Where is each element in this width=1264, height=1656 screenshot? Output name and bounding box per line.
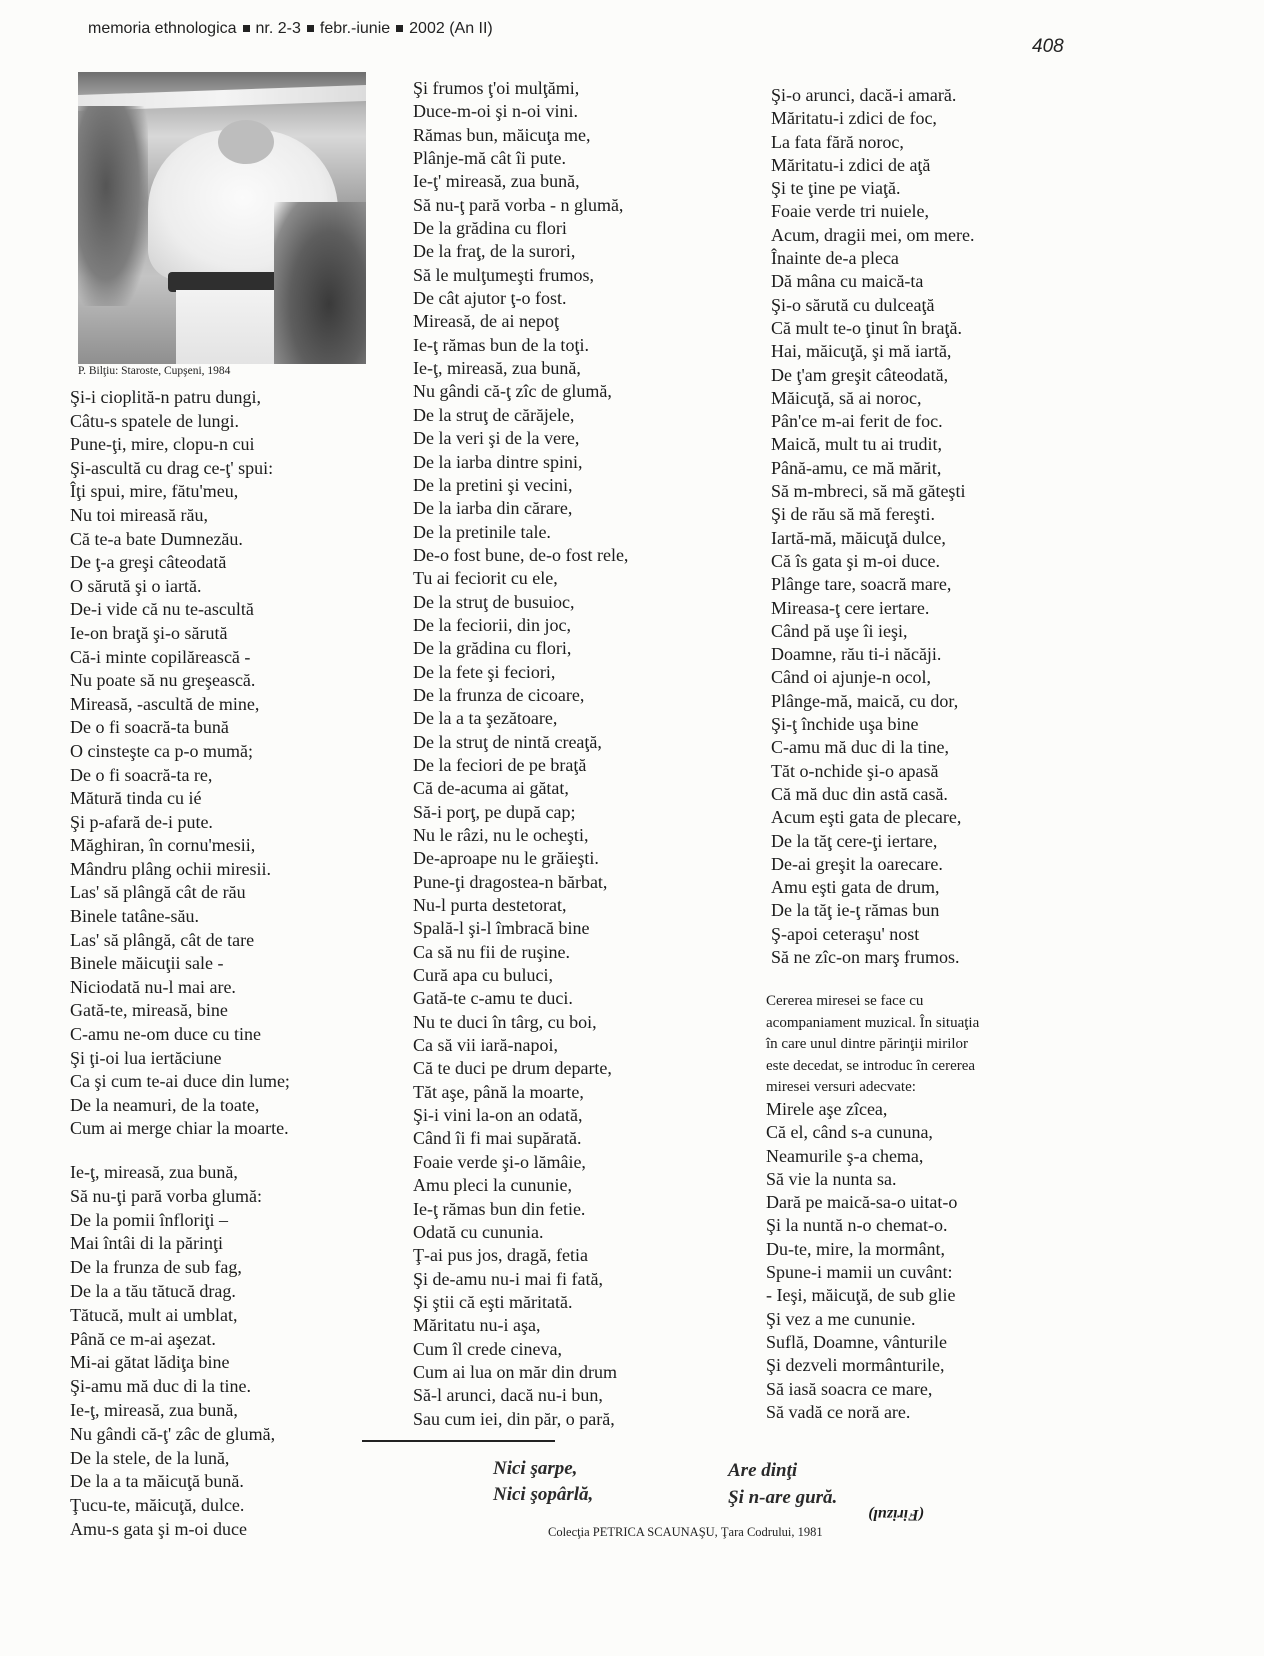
verse-line: Şi dezveli mormânturile, [766,1355,945,1376]
riddle-right [728,1457,837,1511]
verse-line: O cinsteşte ca p-o mumă; [70,740,253,761]
verse-line: Şi ştii că eşti măritată. [413,1291,573,1312]
photo-figure-head [218,120,274,164]
journal-title: memoria ethnologica [88,20,237,37]
verse-line: Neamurile ş-a chema, [766,1145,924,1166]
verse-line: Şi frumos ţ'oi mulţămi, [413,78,580,98]
note-line: Cererea miresei se face cu [766,993,924,1009]
riddle-left [493,1456,593,1508]
verse-line: Mireasă, de ai nepoţ [413,311,559,332]
verse-line: Şi te ţine pe viaţă. [771,178,901,199]
square-bullet-icon [307,25,314,32]
verse-line: Să-l arunci, dacă nu-i bun, [413,1385,603,1406]
verse-line: Şi-i cioplită-n patru dungi, [70,387,261,407]
verse-line: Când pă uşe îi ieşi, [771,620,908,641]
verse-line: Las' să plângă, cât de tare [70,929,255,950]
verse-line: Că mult te-o ţinut în braţă. [771,317,962,338]
verse-line: Că mă duc din astă casă. [771,783,948,804]
verse-line: De la pretini şi vecini, [413,474,573,495]
verse-line: Şi-o arunci, dacă-i amară. [771,85,957,105]
note-line: în care unul dintre părinţii mirilor [766,1036,969,1052]
verse-line: De la struţ de cărăjele, [413,404,575,425]
verse-line: Şi-amu mă duc di la tine. [70,1376,251,1397]
verse-line: Mi-ai gătat lădiţa bine [70,1352,230,1373]
verse-line: Spune-i mamii un cuvânt: [766,1262,953,1283]
page-number: 408 [1032,36,1064,57]
verse-line: Că te-a bate Dumnezău. [70,528,243,549]
right-column-stanza [771,84,974,969]
verse-line: Odată cu cununia. [413,1221,544,1242]
verse-line: Sau cum iei, din păr, o pară, [413,1408,615,1429]
verse-line: De la tăţ ie-ţ rămas bun [771,900,940,921]
riddle-line: Şi n-are gură. [728,1487,838,1508]
verse-line: Mireasă, -ascultă de mine, [70,693,260,714]
verse-line: Să nu-ţ pară vorba - n glumă, [413,194,624,215]
verse-line: Măritatu-i zdici de aţă [771,154,931,175]
verse-line: Ie-on braţă şi-o sărută [70,622,228,643]
verse-line: De-o fost bune, de-o fost rele, [413,544,629,565]
verse-line: Maică, mult tu ai trudit, [771,434,942,455]
journal-header [88,20,493,38]
verse-line: Du-te, mire, la mormânt, [766,1238,945,1259]
verse-line: Acum eşti gata de plecare, [771,807,962,828]
verse-line: De la frunza de cicoare, [413,684,585,705]
verse-line: Tu ai feciorit cu ele, [413,568,558,589]
verse-line: La fata fără noroc, [771,131,904,152]
verse-line: Binele tatâne-său. [70,906,199,927]
verse-line: Nu gândi că-ţ' zâc de glumă, [70,1423,276,1444]
verse-line: Spală-l şi-l îmbracă bine [413,918,590,939]
verse-line: Nu poate să nu greşească. [70,670,256,691]
verse-line: Foaie verde şi-o lămâie, [413,1151,586,1172]
verse-line: Şi-ascultă cu drag ce-ţ' spui: [70,457,274,478]
verse-line: Amu pleci la cununie, [413,1175,572,1196]
verse-line: Ie-ţ, mireasă, zua bună, [70,1399,238,1420]
verse-line: Câtu-s spatele de lungi. [70,410,239,431]
verse-line: Tătucă, mult ai umblat, [70,1304,238,1325]
verse-line: Amu eşti gata de drum, [771,877,940,898]
verse-line: De la a ta şezătoare, [413,708,558,729]
verse-line: Ţ-ai pus jos, dragă, fetia [413,1245,588,1266]
square-bullet-icon [396,25,403,32]
verse-line: Ie-ţ' mireasă, zua bună, [413,171,580,192]
photo-caption: P. Bilţiu: Staroste, Cupşeni, 1984 [78,365,231,377]
verse-line: Iartă-mă, măicuţă dulce, [771,527,946,548]
verse-line: Mai întâi di la părinţi [70,1233,223,1254]
riddle-line: Nici şopârlă, [493,1484,594,1505]
verse-line: Plânge-mă, maică, cu dor, [771,690,959,711]
verse-line: Binele măicuţii sale - [70,953,224,974]
verse-line: Acum, dragii mei, om mere. [771,224,975,245]
performance-note [766,991,979,1099]
verse-line: C-amu ne-om duce cu tine [70,1024,261,1045]
riddle-answer-upside-down: (Firizul) [868,1506,925,1523]
verse-line: Pune-ţi, mire, clopu-n cui [70,434,255,455]
note-line: este decedat, se introduc în cererea [766,1057,976,1074]
verse-line: Nu le râzi, nu le ocheşti, [413,825,589,845]
verse-line: De la iarba din cărare, [413,498,573,519]
issue-period: febr.-iunie [319,20,391,37]
square-bullet-icon [243,25,250,32]
left-column-stanza-2 [70,1161,275,1542]
verse-line: Şi ţi-oi lua iertăciune [70,1047,222,1068]
verse-line: Când oi ajunje-n ocol, [771,667,931,688]
issue-year: 2002 (An II) [409,20,493,37]
verse-line: Şi-o sărută cu dulceaţă [771,294,935,315]
verse-line: Şi vez a me cununie. [766,1308,916,1329]
verse-line: De la tăţ cere-ţi iertare, [771,830,938,851]
verse-line: De la veri şi de la vere, [413,428,580,449]
verse-line: Rămas bun, măicuţa me, [413,124,591,145]
verse-line: Să-i porţ, pe după cap; [413,801,576,822]
left-column-stanza-1 [70,386,290,1141]
verse-line: - Ieşi, măicuţă, de sub glie [766,1285,956,1306]
verse-line: Nu-l purta destetorat, [413,895,567,916]
verse-line: Până-amu, ce mă mărit, [771,457,942,478]
verse-line: Mândru plâng ochii miresii. [70,858,271,879]
verse-line: Pune-ţi dragostea-n bărbat, [413,871,608,892]
verse-line: De la a tău tătucă drag. [70,1280,236,1301]
verse-line: Ie-ţ rămas bun de la toţi. [413,334,589,355]
note-line: miresei versuri adecvate: [766,1079,916,1095]
verse-line: Hai, măicuţă, şi mă iartă, [771,341,952,362]
verse-line: Niciodată nu-l mai are. [70,976,236,997]
verse-line: Mirele aşe zîcea, [766,1099,888,1119]
verse-line: De la pomii înfloriţi – [70,1209,228,1230]
verse-line: Că de-acuma ai gătat, [413,778,569,799]
verse-line: Să le mulţumeşti frumos, [413,264,594,285]
verse-line: Cum îl crede cineva, [413,1338,562,1359]
verse-line: Amu-s gata şi m-oi duce [70,1518,247,1539]
verse-line: Îţi spui, mire, fătu'meu, [70,481,239,502]
verse-line: Doamne, rău ti-i năcăji. [771,644,942,665]
verse-line: Plânje-mă cât îi pute. [413,148,566,169]
photo-foliage-left [78,106,148,306]
verse-line: Ie-ţ, mireasă, zua bună, [413,358,581,379]
photo-flowers-right [274,202,366,364]
verse-line: Când îi fi mai supărată. [413,1128,582,1149]
right-column-groom-stanza [766,1098,957,1424]
verse-line: De la struţ de nintă creaţă, [413,731,602,752]
verse-line: Mireasa-ţ cere iertare. [771,597,930,618]
verse-line: De la fete şi feciori, [413,661,556,682]
verse-line: Mătură tinda cu ié [70,788,202,809]
verse-line: C-amu mă duc di la tine, [771,737,949,758]
verse-line: De la grădina cu flori [413,218,567,239]
verse-line: Şi la nuntă n-o chemat-o. [766,1215,948,1236]
middle-column [413,77,628,1431]
verse-line: Să iasă soacra ce mare, [766,1378,933,1399]
riddle-line: Nici şarpe, [493,1458,578,1479]
verse-line: Suflă, Doamne, vânturile [766,1331,947,1352]
verse-line: Gată-te c-amu te duci. [413,988,573,1009]
verse-line: Cură apa cu buluci, [413,965,553,986]
note-line: acompaniament muzical. În situaţia [766,1014,980,1031]
verse-line: De ţ'am greşit câteodată, [771,364,949,385]
verse-line: De la struţ de busuioc, [413,591,575,612]
verse-line: De la grădina cu flori, [413,638,572,659]
verse-line: De o fi soacră-ta bună [70,717,229,738]
verse-line: Cum ai merge chiar la moarte. [70,1118,289,1139]
separator-rule [362,1440,555,1442]
verse-line: De la pretinile tale. [413,521,551,542]
verse-line: Ca şi cum te-ai duce din lume; [70,1071,290,1092]
verse-line: Că-i minte copilărească - [70,646,251,667]
verse-line: Înainte de-a pleca [771,248,899,269]
verse-line: Ţucu-te, măicuţă, dulce. [70,1495,245,1516]
verse-line: De la feciori de pe braţă [413,754,587,775]
verse-line: Măicuţă, să ai noroc, [771,387,922,408]
verse-line: Duce-m-oi şi n-oi vini. [413,101,578,122]
verse-line: Şi de-amu nu-i mai fi fată, [413,1268,603,1289]
verse-line: Cum ai lua on măr din drum [413,1361,617,1382]
verse-line: Las' să plângă cât de rău [70,882,246,903]
verse-line: Măghiran, în cornu'mesii, [70,835,256,856]
verse-line: Că el, când s-a cununa, [766,1122,933,1143]
verse-line: De-ai greşit la oarecare. [771,853,943,874]
verse-line: Ie-ţ, mireasă, zua bună, [70,1162,238,1182]
verse-line: De la stele, de la lună, [70,1447,230,1468]
verse-line: Ca să nu fii de ruşine. [413,941,570,962]
verse-line: De cât ajutor ţ-o fost. [413,288,567,309]
verse-line: De la frunza de sub fag, [70,1257,242,1278]
riddle-line: Are dinţi [728,1460,798,1481]
verse-line: Până ce m-ai aşezat. [70,1328,216,1349]
verse-line: De la feciorii, din joc, [413,614,571,635]
verse-line: Ie-ţ rămas bun din fetie. [413,1198,586,1219]
verse-line: Dară pe maică-sa-o uitat-o [766,1192,958,1213]
verse-line: Şi-ţ închide uşa bine [771,714,919,735]
verse-line: Gată-te, mireasă, bine [70,1000,228,1021]
verse-line: Măritatu nu-i aşa, [413,1315,541,1336]
collection-credit: Colecţia PETRICA SCAUNAŞU, Ţara Codrului, 1981 [548,1525,823,1539]
photo-staroste [78,72,366,364]
verse-line: Şi de rău să mă fereşti. [771,504,935,525]
verse-line: Măritatu-i zdici de foc, [771,108,937,129]
verse-line: Să m-mbreci, să mă găteşti [771,481,966,502]
verse-line: Şi-i vini la-on an odată, [413,1105,583,1126]
verse-line: Dă mâna cu maică-ta [771,271,924,292]
verse-line: Ca să vii iară-napoi, [413,1035,558,1056]
verse-line: Că te duci pe drum departe, [413,1058,612,1079]
verse-line: Ş-apoi ceteraşu' nost [771,923,920,944]
verse-line: De la a ta măicuţă bună. [70,1471,244,1492]
verse-line: Să nu-ţi pară vorba glumă: [70,1185,262,1206]
verse-line: Foaie verde tri nuiele, [771,201,929,222]
verse-line: De la iarba dintre spini, [413,451,583,472]
verse-line: Nu te duci în târg, cu boi, [413,1011,597,1032]
verse-line: O sărută şi o iartă. [70,575,202,596]
verse-line: Pân'ce m-ai ferit de foc. [771,411,943,432]
verse-line: De la fraţ, de la surori, [413,241,576,262]
verse-line: Să ne zîc-on marş frumos. [771,946,960,967]
verse-line: De o fi soacră-ta re, [70,764,213,785]
verse-line: Să vadă ce noră are. [766,1401,911,1422]
verse-line: Tăt o-nchide şi-o apasă [771,760,939,781]
verse-line: De-i vide că nu te-ascultă [70,599,254,620]
verse-line: De-aproape nu le grăieşti. [413,848,599,869]
verse-line: Tăt aşe, până la moarte, [413,1081,584,1102]
verse-line: Şi p-afară de-i pute. [70,811,213,832]
verse-line: Că îs gata şi m-oi duce. [771,550,940,571]
verse-line: Plânge tare, soacră mare, [771,574,952,595]
verse-line: Nu gândi că-ţ zîc de glumă, [413,381,612,402]
verse-line: De la neamuri, de la toate, [70,1094,260,1115]
issue-number: nr. 2-3 [255,20,301,37]
verse-line: De ţ-a greşi câteodată [70,552,227,573]
verse-line: Să vie la nunta sa. [766,1168,897,1189]
verse-line: Nu toi mireasă rău, [70,504,208,525]
